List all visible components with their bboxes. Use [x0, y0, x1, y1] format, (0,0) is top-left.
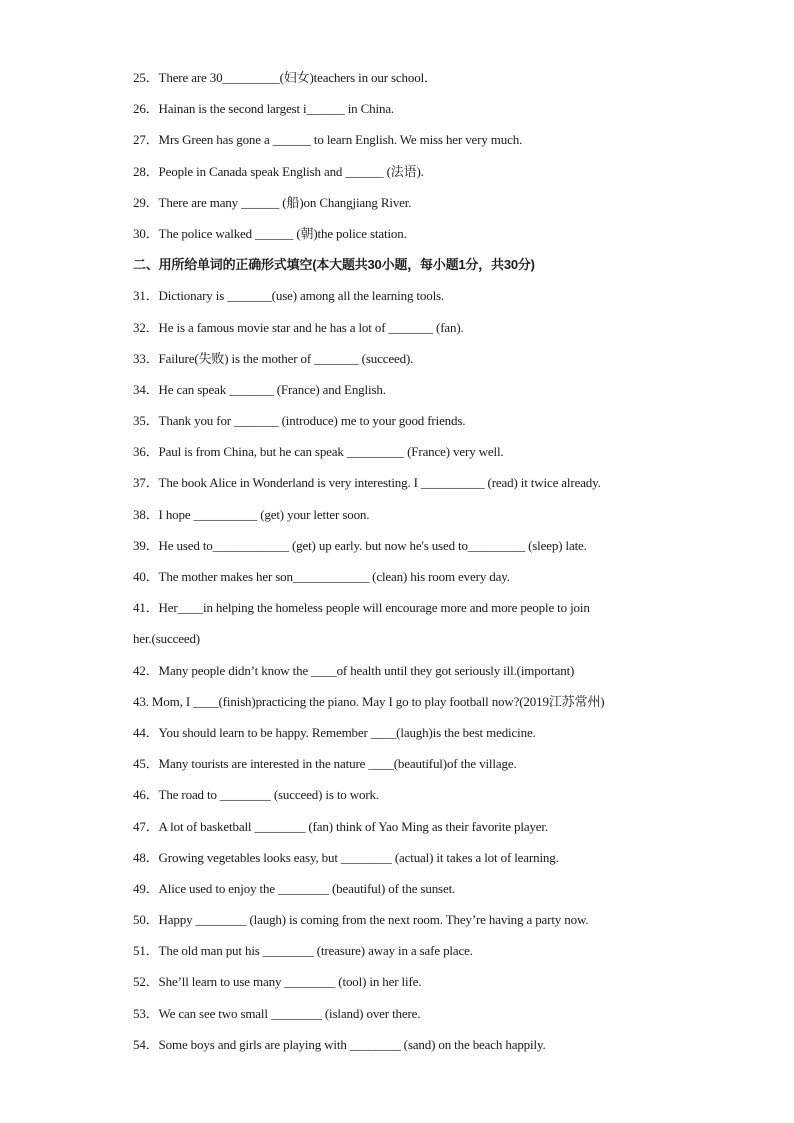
question-31: 31．Dictionary is _______(use) among all the learning tools. — [133, 288, 445, 304]
question-37: 37．The book Alice in Wonderland is very interesting. I __________ (read) it twice already. — [133, 475, 601, 491]
question-40: 40．The mother makes her son____________ (clean) his room every day. — [133, 569, 510, 584]
question-49: 49．Alice used to enjoy the ________ (beautiful) of the sunset. — [133, 880, 456, 896]
question-41-continued: her.(succeed) — [133, 631, 200, 647]
question-48: 48．Growing vegetables looks easy, but ________ (actual) it takes a lot of learning. — [133, 849, 559, 865]
question-29: 29．There are many ______ (船)on Changjiang River. — [133, 194, 412, 210]
question-45: 45．Many tourists are interested in the nature ____(beautiful)of the village. — [133, 756, 517, 772]
question-46: 46．The road to ________ (succeed) is to work. — [133, 787, 379, 803]
question-32: 32．He is a famous movie star and he has a lot of _______ (fan). — [133, 319, 464, 335]
question-35: 35．Thank you for _______ (introduce) me to your good friends. — [133, 413, 466, 429]
question-43: 43. Mom, I ____(finish)practicing the piano. May I go to play football now?(2019江苏常州) — [133, 693, 605, 709]
question-27: 27．Mrs Green has gone a ______ to learn English. We miss her very much. — [133, 132, 523, 148]
question-33: 33．Failure(失败) is the mother of _______ (succeed). — [133, 350, 414, 366]
section-2-title: 二、用所给单词的正确形式填空(本大题共30小题，每小题1分，共30分) — [133, 257, 535, 273]
question-53: 53．We can see two small ________ (island) over there. — [133, 1005, 421, 1021]
question-38: 38．I hope __________ (get) your letter soon. — [133, 506, 370, 522]
question-42: 42．Many people didn’t know the ____of health until they got seriously ill.(important) — [133, 662, 575, 678]
question-28: 28．People in Canada speak English and ______ (法语). — [133, 163, 424, 179]
question-51: 51．The old man put his ________ (treasure) away in a safe place. — [133, 943, 473, 959]
question-30: 30．The police walked ______ (朝)the police station. — [133, 225, 407, 241]
question-39: 39．He used to____________ (get) up early. but now he's used to_________ (sleep) late. — [133, 537, 587, 553]
question-41: 41．Her____in helping the homeless people will encourage more and more people to join — [133, 600, 590, 616]
question-52: 52．She’ll learn to use many ________ (tool) in her life. — [133, 974, 422, 990]
question-44: 44．You should learn to be happy. Remember ____(laugh)is the best medicine. — [133, 724, 536, 740]
worksheet-page — [133, 62, 693, 1060]
question-36: 36．Paul is from China, but he can speak _________ (France) very well. — [133, 444, 504, 460]
question-34: 34．He can speak _______ (France) and English. — [133, 381, 386, 397]
question-50: 50．Happy ________ (laugh) is coming from the next room. They’re having a party now. — [133, 912, 589, 928]
question-26: 26．Hainan is the second largest i______ in China. — [133, 101, 395, 117]
question-25: 25．There are 30_________(妇女)teachers in our school． — [133, 70, 437, 85]
question-47: 47．A lot of basketball ________ (fan) think of Yao Ming as their favorite player. — [133, 818, 548, 834]
question-54: 54．Some boys and girls are playing with ________ (sand) on the beach happily. — [133, 1036, 546, 1052]
